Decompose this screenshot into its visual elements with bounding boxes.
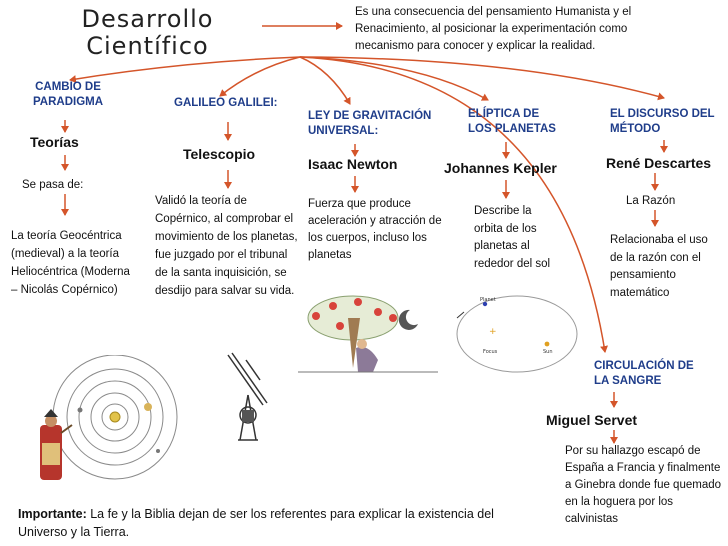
arrow-to-galileo [220, 57, 300, 96]
arrow-to-gravitacion [300, 57, 350, 104]
discurso-heading: EL DISCURSO DEL MÉTODO [610, 108, 715, 135]
eliptica-heading: ELÍPTICA DE LOS PLANETAS [468, 108, 556, 135]
circulacion-detail: Por su hallazgo escapó de España a Francia y finalmente a Ginebra donde fue quemado en la hoguera por los calvinistas [565, 445, 722, 525]
circulacion-subject: Miguel Servet [546, 412, 638, 428]
planet-label: Planet [480, 297, 496, 303]
focus-label: Focus [483, 349, 498, 355]
diagram-title [70, 6, 225, 60]
title-line-2: Científico [86, 32, 209, 60]
kepler-orbit-illustration [452, 292, 582, 377]
discurso-subject: René Descartes [606, 155, 712, 171]
discurso-step: La Razón [626, 195, 676, 207]
galileo-subject: Telescopio [183, 146, 256, 162]
sun-dot-icon [545, 342, 550, 347]
galileo-detail: Validó la teoría de Copérnico, al comprobar el movimiento de los planetas, fue juzgado por el tribunal de la santa inquisición, se desdijo para salvar su vida. [155, 195, 298, 297]
galileo-heading: GALILEO GALILEI: [174, 97, 278, 109]
paradigma-detail: La teoría Geocéntrica (medieval) a la teoría Heliocéntrica (Moderna – Nicolás Copérnico) [11, 230, 130, 296]
gravitacion-subject: Isaac Newton [308, 156, 398, 172]
discurso-detail: Relacionaba el uso de la razón con el pensamiento matemático [610, 234, 708, 299]
footer-text: La fe y la Biblia dejan de ser los referentes para explicar la existencia del Universo y la Tierra. [18, 507, 494, 539]
telescope-illustration [218, 350, 278, 450]
paradigma-subject: Teorías [30, 134, 79, 150]
footer-label: Importante: [18, 507, 87, 521]
footer-note [18, 505, 518, 541]
gravitacion-detail: Fuerza que produce aceleración y atracción de los cuerpos, incluso los planetas [308, 198, 442, 261]
eliptica-subject: Johannes Kepler [444, 160, 557, 176]
eliptica-detail: Describe la orbita de los planetas al rededor del sol [474, 205, 551, 270]
paradigma-heading: CAMBIO DE PARADIGMA [32, 81, 104, 108]
circulacion-heading: CIRCULACIÓN DE LA SANGRE [594, 360, 694, 387]
intro-text: Es una consecuencia del pensamiento Humanista y el Renacimiento, al posicionar la experimentación como mecanismo para conocer y explicar la realidad. [355, 6, 632, 52]
paradigma-step: Se pasa de: [22, 179, 84, 191]
heliocentric-illustration [30, 355, 200, 490]
gravitacion-heading: LEY DE GRAVITACIÓN UNIVERSAL: [308, 110, 432, 137]
newton-tree-illustration [298, 288, 438, 376]
svg-text:+: + [489, 327, 497, 337]
title-line-1: Desarrollo [81, 5, 214, 33]
sun-label: Sun [543, 349, 553, 355]
